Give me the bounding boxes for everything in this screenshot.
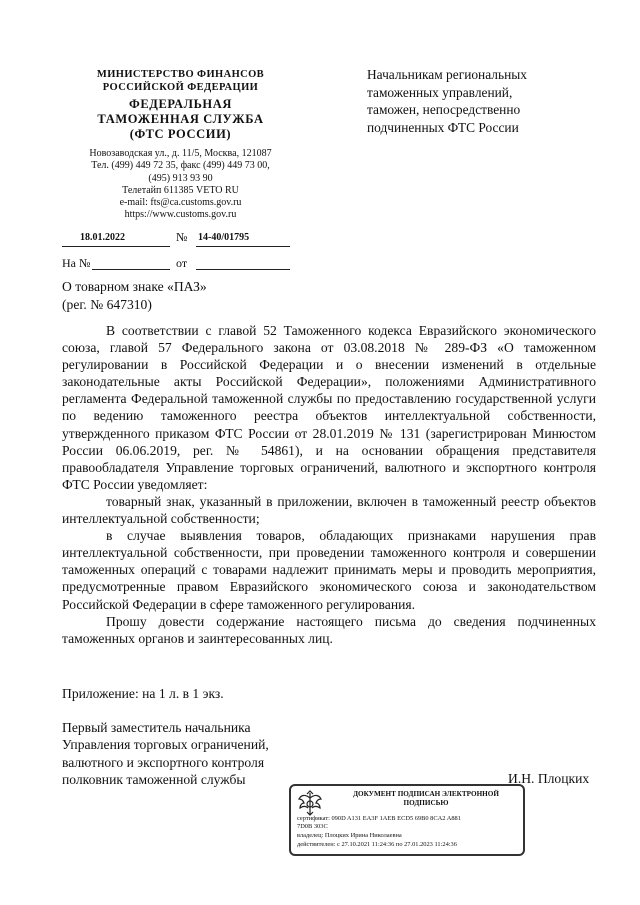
electronic-signature-stamp — [289, 784, 525, 856]
signer-line3: валютного и экспортного контроля — [62, 754, 265, 770]
number-sign: № — [176, 230, 188, 244]
address-line6: https://www.customs.gov.ru — [124, 209, 237, 221]
letter-body — [62, 322, 596, 647]
reference-label: На № — [62, 256, 91, 270]
service-line2: ТАМОЖЕННАЯ СЛУЖБА — [97, 112, 264, 126]
stamp-certificate-line1: сертификат: 090D A131 EA3F 1AEB ECD5 69B0 8CA2 A881 — [297, 815, 461, 822]
service-address — [58, 148, 303, 222]
signer-line4: полковник таможенной службы — [62, 772, 246, 788]
body-paragraph-1: В соответствии с главой 52 Таможенного кодекса Евразийского экономического союза, главой 57 Федерального закона от 03.08.2018 № 289-ФЗ «О таможенном регулировании в Российской Федерации и о внесении изменений в отдельные законодательные акты Российской Федерации», положениями Административного регламента Федеральной таможенной службы по предоставлению государственной услуги по ведению таможенного реестра объектов интеллектуальной собственности, утвержденного приказом ФТС России от 28.01.2019 № 131 (зарегистрирован Минюстом России 06.06.2019, рег. № 54861), и на основании обращения представителя правообладателя Управление торговых ограничений, валютного и экспортного контроля ФТС России уведомляет: — [62, 323, 596, 492]
ministry-line2: РОССИЙСКОЙ ФЕДЕРАЦИИ — [102, 82, 259, 93]
address-line5: e-mail: fts@ca.customs.gov.ru — [119, 197, 242, 209]
addressee-line1: Начальникам региональных — [367, 67, 527, 82]
address-line4: Телетайп 611385 VETO RU — [122, 184, 239, 196]
date-underline — [62, 246, 170, 247]
subject-line2: (рег. № 647310) — [62, 297, 152, 312]
stamp-title — [331, 790, 521, 808]
addressee-line3: таможен, непосредственно — [367, 102, 521, 118]
reference-from-label: от — [176, 256, 188, 270]
reference-date-underline — [196, 269, 290, 270]
eagle-emblem-icon — [297, 790, 323, 818]
subject-block — [62, 278, 207, 314]
number-underline — [196, 246, 290, 247]
ministry-name — [58, 68, 303, 94]
stamp-certificate-line2: 7D0B 303C — [297, 823, 328, 830]
body-paragraph-2: товарный знак, указанный в приложении, включен в таможенный реестр объектов интеллектуальной собственности; — [62, 493, 596, 527]
signer-title — [62, 719, 269, 789]
stamp-validity: действителен: с 27.10.2021 11:24:36 по 27.01.2023 11:24:36 — [297, 841, 457, 848]
signer-name: И.Н. Плоцких — [508, 771, 590, 786]
service-line1: ФЕДЕРАЛЬНАЯ — [128, 97, 233, 111]
service-name — [58, 97, 303, 142]
stamp-owner: владелец: Плоцких Ирина Николаевна — [297, 832, 402, 839]
registration-number: 14-40/01795 — [198, 232, 250, 243]
stamp-title-line1: ДОКУМЕНТ ПОДПИСАН ЭЛЕКТРОННОЙ — [353, 790, 499, 798]
addressee-block — [367, 66, 607, 137]
address-line1: Новозаводская ул., д. 11/5, Москва, 121087 — [89, 148, 272, 159]
signer-line1: Первый заместитель начальника — [62, 720, 251, 735]
subject-line1: О товарном знаке «ПАЗ» — [62, 279, 207, 294]
reference-underline — [92, 269, 170, 270]
address-line3: (495) 913 93 90 — [148, 172, 213, 184]
addressee-line2: таможенных управлений, — [367, 84, 513, 100]
ministry-line1: МИНИСТЕРСТВО ФИНАНСОВ — [96, 69, 265, 80]
registration-date: 18.01.2022 — [80, 232, 125, 243]
service-line3: (ФТС РОССИИ) — [129, 127, 232, 141]
signer-line2: Управления торговых ограничений, — [62, 737, 269, 753]
address-line2: Тел. (499) 449 72 35, факс (499) 449 73 00, — [91, 160, 270, 172]
body-paragraph-3: в случае выявления товаров, обладающих признаками нарушения прав интеллектуальной собственности, при проведении таможенного контроля и совершении таможенных операций с товарами надлежит принимать меры и проводить мероприятия, предусмотренные правом Евразийского экономического союза и законодательством Российской Федерации в сфере таможенного регулирования. — [62, 528, 596, 612]
stamp-title-line2: ПОДПИСЬЮ — [403, 799, 449, 807]
body-paragraph-4: Прошу довести содержание настоящего письма до сведения подчиненных таможенных органов и заинтересованных лиц. — [62, 613, 596, 646]
attachment-note: Приложение: на 1 л. в 1 экз. — [62, 686, 224, 701]
addressee-line4: подчиненных ФТС России — [367, 120, 519, 136]
